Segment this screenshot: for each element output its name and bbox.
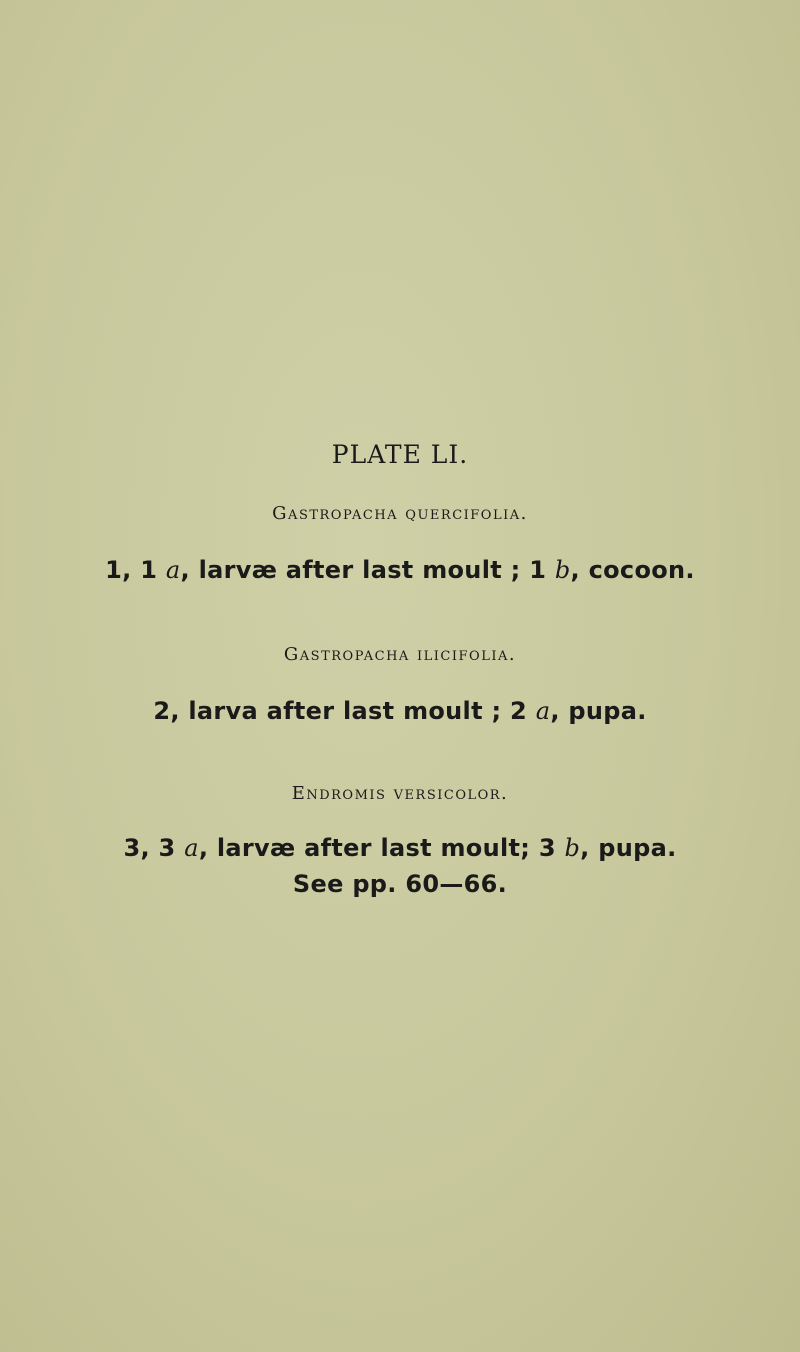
species-heading-quercifolia: Gastropacha quercifolia.: [272, 503, 528, 524]
figure-description: 3, 3 a, larvæ after last moult; 3 b, pupa.: [123, 834, 677, 862]
page-reference: See pp. 60—66.: [292, 870, 508, 898]
species-heading-ilicifolia: Gastropacha ilicifolia.: [283, 644, 517, 665]
figure-description: 2, larva after last moult ; 2 a, pupa.: [153, 697, 647, 725]
figure-description: 1, 1 a, larvæ after last moult ; 1 b, cocoon.: [105, 556, 695, 584]
plate-title: PLATE LI.: [331, 440, 469, 469]
species-heading-versicolor: Endromis versicolor.: [291, 783, 509, 804]
